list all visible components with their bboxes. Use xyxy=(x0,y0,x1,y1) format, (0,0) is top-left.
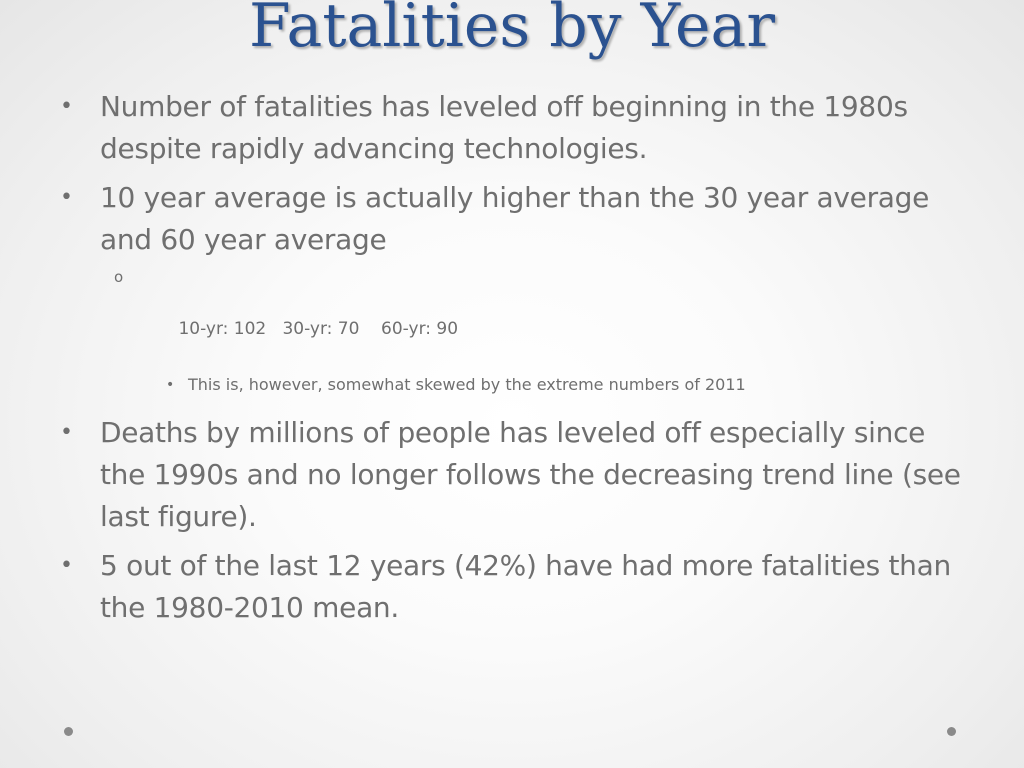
averages-text: 10-yr: 102 30-yr: 70 60-yr: 90 xyxy=(178,319,459,339)
sub-bullet-item xyxy=(58,264,978,368)
slide-title: Fatalities by Year xyxy=(249,0,775,61)
bullet-text: Number of fatalities has leveled off beginning in the 1980s despite rapidly advancing technologies. xyxy=(100,90,908,165)
bullet-item-3 xyxy=(58,412,978,538)
bullet-text: Deaths by millions of people has leveled off especially since the 1990s and no longer follows the decreasing trend line (see last figure). xyxy=(100,416,961,533)
circle-bullet-icon: o xyxy=(114,268,124,286)
bullet-item-2 xyxy=(58,177,978,261)
bullet-icon: • xyxy=(166,377,175,393)
bullet-text: 5 out of the last 12 years (42%) have had more fatalities than the 1980-2010 mean. xyxy=(100,549,951,624)
bullet-list xyxy=(58,86,978,636)
sub-sub-bullet-item xyxy=(58,372,978,398)
bullet-item-1 xyxy=(58,86,978,170)
bullet-icon: • xyxy=(60,553,73,578)
bullet-text: 10 year average is actually higher than the 30 year average and 60 year average xyxy=(100,181,930,256)
note-text: This is, however, somewhat skewed by the extreme numbers of 2011 xyxy=(188,375,746,394)
bullet-icon: • xyxy=(60,94,73,119)
bullet-icon: • xyxy=(60,420,73,445)
bullet-icon: • xyxy=(60,185,73,210)
bullet-item-4 xyxy=(58,545,978,629)
corner-dot-left-icon xyxy=(64,727,73,736)
corner-dot-right-icon xyxy=(947,727,956,736)
